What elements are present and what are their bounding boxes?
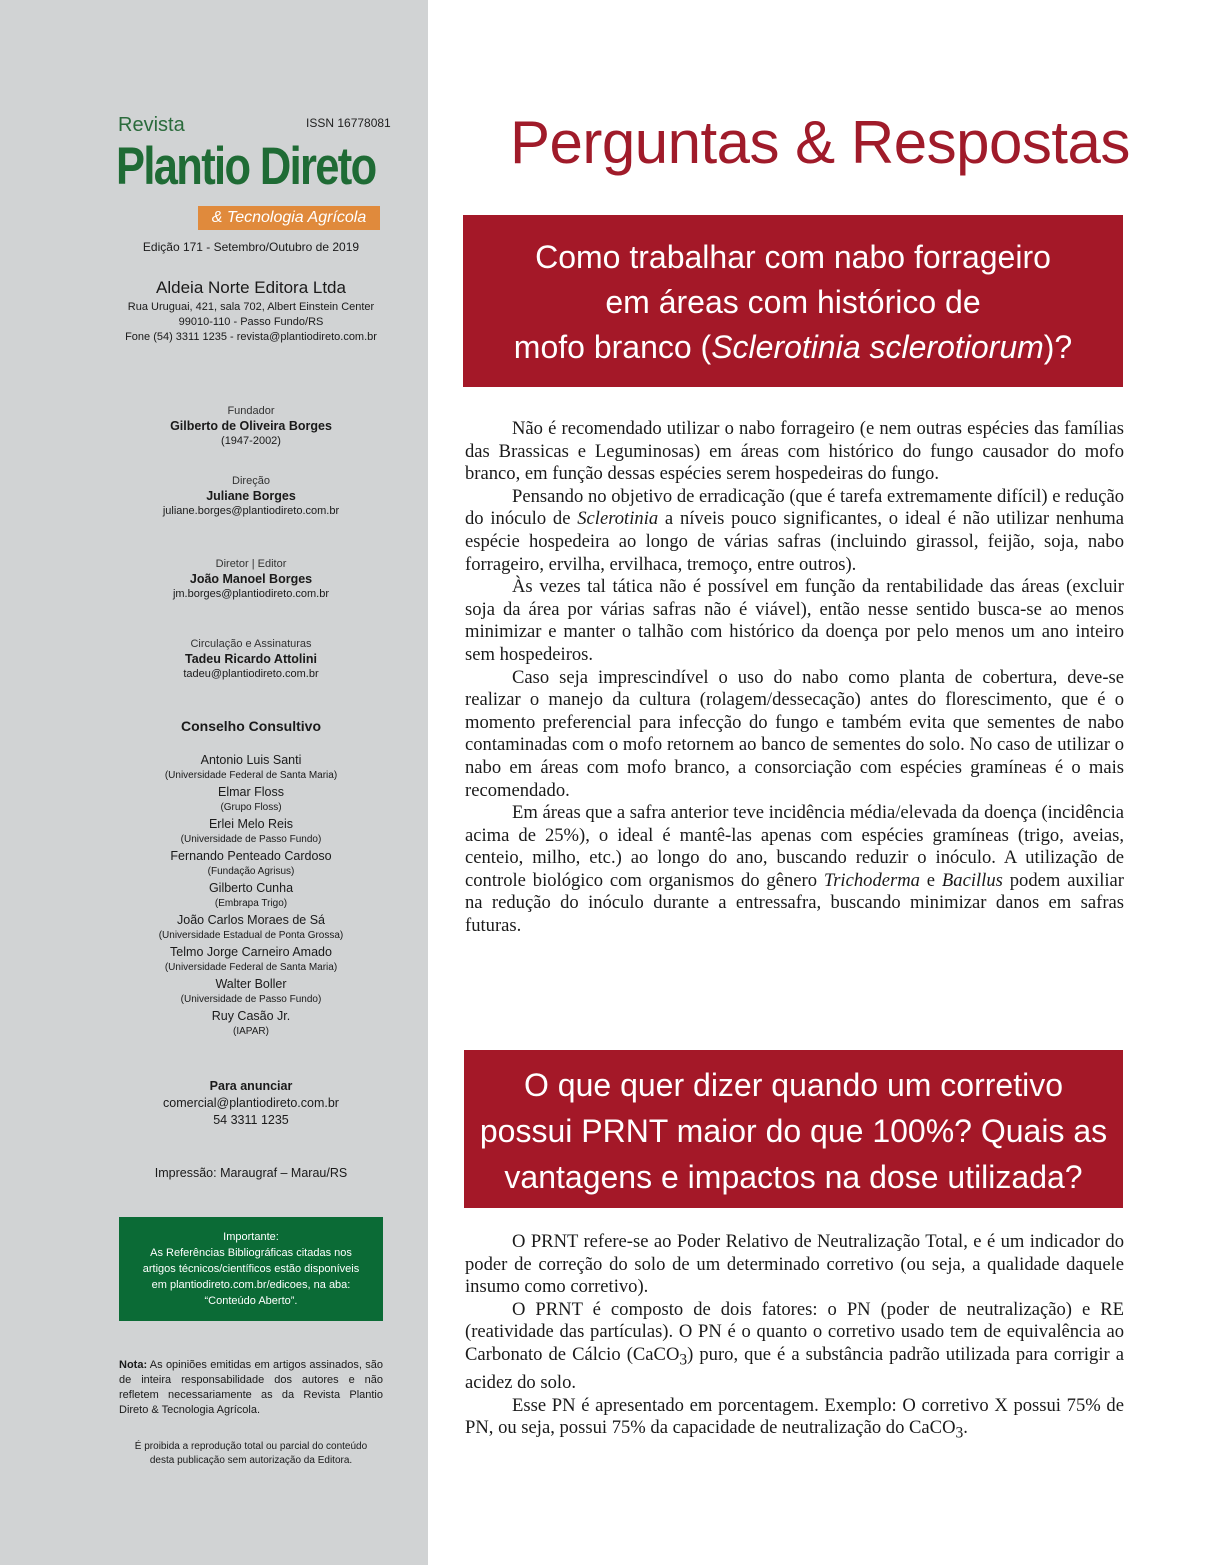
species-name: Sclerotinia xyxy=(577,508,659,530)
role-extra: juliane.borges@plantiodireto.com.br xyxy=(162,505,340,517)
subscript: 3 xyxy=(955,1425,964,1443)
council-member xyxy=(100,912,402,943)
role-label: Fundador xyxy=(227,405,275,417)
question-line: em áreas com histórico de xyxy=(605,284,981,320)
notice-line: As Referências Bibliográficas citadas nos xyxy=(150,1247,352,1259)
member-affiliation: (Universidade Federal de Santa Maria) xyxy=(164,770,338,781)
role-label: Circulação e Assinaturas xyxy=(190,638,312,650)
species-name: Bacillus xyxy=(941,869,1003,891)
question-species: Sclerotinia sclerotiorum xyxy=(711,329,1044,365)
paragraph-text: Pensando no objetivo de erradicação (que é tarefa extremamente difícil) e redução do inóculo de xyxy=(465,485,1124,530)
member-name: João Carlos Moraes de Sá xyxy=(177,913,325,927)
question-1-box xyxy=(463,215,1123,387)
issn: ISSN 16778081 xyxy=(306,116,391,130)
role-label: Direção xyxy=(232,475,270,487)
member-name: Elmar Floss xyxy=(218,785,284,799)
ads-email: comercial@plantiodireto.com.br xyxy=(163,1096,339,1110)
council-member xyxy=(100,848,402,879)
sidebar xyxy=(0,0,428,1565)
member-affiliation: (IAPAR) xyxy=(233,1026,269,1037)
address xyxy=(100,300,402,345)
prohibition-line: É proibida a reprodução total ou parcial do conteúdo xyxy=(134,1441,368,1452)
role-extra: tadeu@plantiodireto.com.br xyxy=(183,668,319,680)
paragraph: O PRNT refere-se ao Poder Relativo de Neutralização Total, e é um indicador do poder de correção do solo de um determinado corretivo (ou seja, a qualidade daquele insumo como corretivo). xyxy=(465,1231,1124,1298)
paragraph-text: a níveis pouco significantes, o ideal é não utilizar nenhuma espécie hospedeira ao longo de várias safras (incluindo girassol, feijão, soja, nabo forrageiro, ervilha, ervilhaca, tremoço, entre outros). xyxy=(465,508,1124,575)
subscript: 3 xyxy=(679,1351,688,1369)
member-name: Antonio Luis Santi xyxy=(200,753,302,767)
question-line: vantagens e impactos na dose utilizada? xyxy=(504,1159,1083,1195)
advertising xyxy=(100,1078,402,1129)
disclaimer-note xyxy=(119,1358,383,1418)
role-name: Tadeu Ricardo Attolini xyxy=(185,652,317,666)
council-member xyxy=(100,784,402,815)
member-name: Ruy Casão Jr. xyxy=(211,1009,291,1023)
paragraph-text: Em áreas que a safra anterior teve incidência média/elevada da doença (incidência acima de 25%), o ideal é mantê-las apenas com espécies gramíneas (trigo, aveias, centeio, milho, etc.) ao longo do ano, buscando reduzir o inóculo. A utilização de controle biológico com organismos do gênero xyxy=(465,802,1124,891)
paragraph: Não é recomendado utilizar o nabo forrageiro (e nem outras espécies das famílias das Brassicas e Leguminosas) em áreas com histórico do fungo causador do mofo branco, em função dessas espécies serem hospedeiras do fungo. xyxy=(465,418,1124,485)
logo-tagline: & Tecnologia Agrícola xyxy=(198,206,380,230)
edition: Edição 171 - Setembro/Outubro de 2019 xyxy=(142,240,360,254)
role-extra: (1947-2002) xyxy=(221,435,281,447)
council-member xyxy=(100,1008,402,1039)
paragraph xyxy=(465,802,1124,938)
note-label: Nota: xyxy=(119,1359,148,1371)
question-line: possui PRNT maior do que 100%? Quais as xyxy=(479,1113,1108,1149)
answer-1 xyxy=(465,418,1124,938)
role-name: Juliane Borges xyxy=(206,489,296,503)
role-editor xyxy=(100,557,402,602)
paragraph xyxy=(465,486,1124,576)
role-direction xyxy=(100,474,402,519)
member-name: Gilberto Cunha xyxy=(208,881,294,895)
member-name: Erlei Melo Reis xyxy=(208,817,294,831)
notice-line: “Conteúdo Aberto”. xyxy=(204,1295,298,1307)
ads-label: Para anunciar xyxy=(209,1079,293,1093)
member-affiliation: (Universidade de Passo Fundo) xyxy=(180,994,322,1005)
paragraph-text: e xyxy=(919,869,942,891)
role-name: João Manoel Borges xyxy=(189,572,313,586)
question-2-box xyxy=(464,1050,1123,1208)
address-line: 99010-110 - Passo Fundo/RS xyxy=(178,316,324,328)
question-text: )? xyxy=(1043,329,1073,365)
logo-revista: Revista xyxy=(118,114,185,136)
notice-line: em plantiodireto.com.br/edicoes, na aba: xyxy=(151,1279,351,1291)
prohibition-line: desta publicação sem autorização da Editora. xyxy=(149,1455,353,1466)
member-affiliation: (Grupo Floss) xyxy=(220,802,282,813)
paragraph xyxy=(465,1299,1124,1395)
paragraph xyxy=(465,1395,1124,1446)
important-notice xyxy=(119,1217,383,1321)
role-label: Diretor | Editor xyxy=(215,558,287,570)
member-affiliation: (Embrapa Trigo) xyxy=(214,898,288,909)
publisher: Aldeia Norte Editora Ltda xyxy=(156,278,346,297)
member-affiliation: (Universidade de Passo Fundo) xyxy=(180,834,322,845)
role-name: Gilberto de Oliveira Borges xyxy=(170,419,332,433)
role-circulation xyxy=(100,637,402,682)
paragraph-text: Esse PN é apresentado em porcentagem. Exemplo: O corretivo X possui 75% de PN, ou seja, possui 75% da capacidade de neutralização do CaCO xyxy=(465,1394,1124,1439)
note-text: As opiniões emitidas em artigos assinados, são de inteira responsabilidade dos autores e não refletem necessariamente as da Revista Plantio Direto & Tecnologia Agrícola. xyxy=(119,1359,383,1416)
address-line: Rua Uruguai, 421, sala 702, Albert Einstein Center xyxy=(127,301,375,313)
notice-line: Importante: xyxy=(223,1231,279,1243)
paragraph-text: O PRNT é composto de dois fatores: o PN (poder de neutralização) e RE (reatividade das partículas). O PN é o quanto o corretivo usado tem de equivalência ao Carbonato de Cálcio (CaCO xyxy=(465,1298,1124,1365)
member-affiliation: (Universidade Estadual de Ponta Grossa) xyxy=(158,930,344,941)
member-affiliation: (Fundação Agrisus) xyxy=(207,866,295,877)
council-member xyxy=(100,752,402,783)
role-extra: jm.borges@plantiodireto.com.br xyxy=(172,588,330,600)
council-member xyxy=(100,944,402,975)
council-member xyxy=(100,816,402,847)
question-line: Como trabalhar com nabo forrageiro xyxy=(535,239,1051,275)
paragraph: Caso seja imprescindível o uso do nabo como planta de cobertura, deve-se realizar o manejo da cultura (rolagem/dessecação) antes do florescimento, que é o momento preferencial para infecção do fungo e também evita que sementes de nabo contaminadas com o mofo retornem ao banco de sementes do solo. No caso de utilizar o nabo em áreas com mofo branco, a consorciação com espécies gramíneas é o mais recomendado. xyxy=(465,666,1124,801)
question-line xyxy=(463,325,1123,370)
printing-info: Impressão: Maraugraf – Marau/RS xyxy=(154,1166,348,1180)
logo-title: Plantio Direto xyxy=(116,137,376,196)
council-title: Conselho Consultivo xyxy=(181,718,321,734)
council-list xyxy=(100,752,402,1040)
paragraph-text: podem auxiliar na redução do inóculo durante a entressafra, buscando minimizar danos em safras futuras. xyxy=(465,869,1124,937)
page-title: Perguntas & Respostas xyxy=(510,109,1130,176)
member-name: Walter Boller xyxy=(215,977,287,991)
member-name: Fernando Penteado Cardoso xyxy=(170,849,332,863)
council-member xyxy=(100,880,402,911)
paragraph: Às vezes tal tática não é possível em função da rentabilidade das áreas (excluir soja da área por várias safras não é viável), então nesse sentido busca-se ao menos minimizar e manter o talhão com histórico da doença por pelo menos um ano inteiro sem hospedeiros. xyxy=(465,576,1124,665)
role-founder xyxy=(100,404,402,449)
reproduction-notice xyxy=(100,1440,402,1468)
question-text: mofo branco ( xyxy=(513,329,712,365)
paragraph-text: ) puro, que é a substância padrão utilizada para corrigir a acidez do solo. xyxy=(465,1343,1124,1394)
paragraph-text: . xyxy=(963,1417,968,1439)
ads-phone: 54 3311 1235 xyxy=(213,1113,289,1127)
member-name: Telmo Jorge Carneiro Amado xyxy=(170,945,332,959)
question-line: O que quer dizer quando um corretivo xyxy=(524,1067,1063,1103)
member-affiliation: (Universidade Federal de Santa Maria) xyxy=(164,962,338,973)
notice-line: artigos técnicos/científicos estão disponíveis xyxy=(142,1263,360,1275)
address-line: Fone (54) 3311 1235 - revista@plantiodireto.com.br xyxy=(125,331,377,343)
council-member xyxy=(100,976,402,1007)
answer-2 xyxy=(465,1231,1124,1446)
species-name: Trichoderma xyxy=(823,869,920,891)
